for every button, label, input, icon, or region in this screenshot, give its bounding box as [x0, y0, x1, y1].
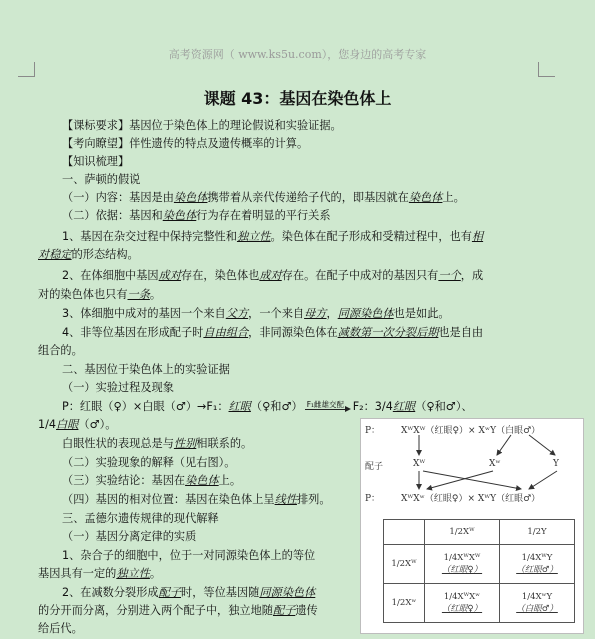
- answer-underlined: 成对: [259, 269, 282, 282]
- text-line: 3、体细胞中成对的基因一个来自父方，一个来自母方，同源染色体也是如此。: [62, 307, 450, 320]
- text-line: 4、非等位基因在形成配子时自由组合，非同源染色体在减数第一次分裂后期也是自由: [62, 326, 484, 339]
- answer-underlined: 对稳定: [38, 248, 72, 261]
- gamete-y: Y: [553, 459, 559, 469]
- gamete-xw-dominant: Xᵂ: [413, 459, 426, 469]
- answer-underlined: 一条: [127, 288, 150, 301]
- text-line: 对稳定的形态结构。: [38, 248, 139, 261]
- text-line: 1/4白眼（♂）。: [38, 418, 117, 431]
- answer-underlined: 白眼: [56, 418, 79, 431]
- text-line: 【考向瞭望】伴性遗传的特点及遗传概率的计算。: [62, 137, 309, 150]
- answer-underlined: 线性: [274, 493, 297, 506]
- answer-underlined: 红眼: [228, 400, 251, 413]
- punnett-col-header: 1/2Xᵂ: [425, 520, 500, 545]
- answer-underlined: 红眼: [392, 400, 416, 413]
- text-line: （二）实验现象的解释（见右图）。: [62, 456, 236, 469]
- text-line: 白眼性状的表现总是与性别相联系的。: [62, 437, 253, 450]
- answer-underlined: 父方: [225, 307, 249, 320]
- punnett-cell: 1/4XᵂXᵂ （红眼♀）: [425, 545, 500, 584]
- text-line: （一）实验过程及现象: [62, 381, 174, 394]
- text-line: 对的染色体也只有一条。: [38, 288, 162, 301]
- answer-underlined: 染色体: [185, 474, 219, 487]
- section-heading: 二、基因位于染色体上的实验证据: [62, 363, 230, 376]
- answer-underlined: 相: [471, 230, 484, 243]
- section-heading: 一、萨顿的假说: [62, 173, 141, 186]
- text-line: 1、基因在杂交过程中保持完整性和独立性。染色体在配子形成和受精过程中，也有相: [62, 230, 484, 243]
- text-line: 2、在减数分裂形成配子时，等位基因随同源染色体: [62, 586, 316, 599]
- answer-underlined: 一个: [438, 269, 461, 282]
- text-line: P：红眼（♀）×白眼（♂）→F₁：红眼（♀和♂） F₁雌雄交配 F₂：3/4红眼（♀和♂）、: [62, 400, 473, 413]
- text-line: 1、杂合子的细胞中，位于一对同源染色体上的等位: [62, 549, 316, 562]
- answer-underlined: 染色体: [173, 191, 208, 204]
- answer-underlined: 配子: [272, 604, 296, 617]
- punnett-cell: 1/4XᵂXʷ （红眼♀）: [425, 584, 500, 623]
- text-line: 给后代。: [38, 622, 83, 635]
- text-line: 2、在体细胞中基因成对存在，染色体也成对存在。在配子中成对的基因只有一个，成: [62, 269, 484, 282]
- answer-underlined: 染色体: [408, 191, 443, 204]
- punnett-cell: 1/4XʷY （白眼♂）: [500, 584, 575, 623]
- punnett-col-header: 1/2Y: [500, 520, 575, 545]
- answer-underlined: 独立性: [116, 567, 150, 580]
- text-line: 【知识梳理】: [62, 155, 130, 168]
- text-line: （二）依据：基因和染色体行为存在着明显的平行关系: [62, 209, 331, 222]
- parent-label: P：: [365, 426, 381, 436]
- answer-underlined: 自由组合: [203, 326, 249, 339]
- answer-underlined: 独立性: [236, 230, 271, 243]
- punnett-row-header: 1/2Xʷ: [384, 584, 425, 623]
- punnett-row-header: 1/2Xᵂ: [384, 545, 425, 584]
- cross-arrow: F₁雌雄交配: [303, 400, 353, 414]
- text-line: （四）基因的相对位置：基因在染色体上呈线性排列。: [62, 493, 331, 506]
- page-header: 高考资源网（ www.ks5u.com），您身边的高考专家: [168, 48, 427, 61]
- text-line: 组合的。: [38, 344, 83, 357]
- genetic-cross-diagram: [360, 418, 584, 634]
- text-line: （一）内容：基因是由染色体携带着从亲代传递给子代的，即基因就在染色体上。: [62, 191, 465, 204]
- punnett-square: [383, 519, 575, 623]
- cross-arrows: [361, 419, 583, 519]
- text-line: 【课标要求】基因位于染色体上的理论假说和实验证据。: [62, 119, 342, 132]
- gamete-label: 配子: [365, 462, 384, 472]
- gamete-xw-recessive: Xʷ: [489, 459, 501, 469]
- answer-underlined: 性别: [173, 437, 197, 450]
- answer-underlined: 成对: [158, 269, 182, 282]
- text-line: （三）实验结论：基因在染色体上。: [62, 474, 242, 487]
- answer-underlined: 染色体: [162, 209, 197, 222]
- page-title: 课题 43：基因在染色体上: [203, 89, 392, 108]
- text-line: 的分开而分离，分别进入两个配子中，独立地随配子遗传: [38, 604, 318, 617]
- margin-corner-top-right: [538, 62, 555, 77]
- parent-cross: XᵂXᵂ（红眼♀）× XʷY（白眼♂）: [401, 426, 541, 436]
- f1-label: P：: [365, 494, 381, 504]
- answer-underlined: 同源染色体: [259, 586, 316, 599]
- f1-cross: XᵂXʷ（红眼♀）× XᵂY（红眼♂）: [401, 494, 541, 504]
- answer-underlined: 减数第一次分裂后期: [337, 326, 439, 339]
- section-heading: 三、孟德尔遗传规律的现代解释: [62, 512, 219, 525]
- punnett-cell: 1/4XᵂY （红眼♂）: [500, 545, 575, 584]
- answer-underlined: 母方: [304, 307, 327, 320]
- answer-underlined: 同源染色体: [337, 307, 394, 320]
- text-line: （一）基因分离定律的实质: [62, 530, 197, 543]
- margin-corner-top-left: [18, 62, 35, 77]
- answer-underlined: 配子: [158, 586, 182, 599]
- text-line: 基因具有一定的独立性。: [38, 567, 162, 580]
